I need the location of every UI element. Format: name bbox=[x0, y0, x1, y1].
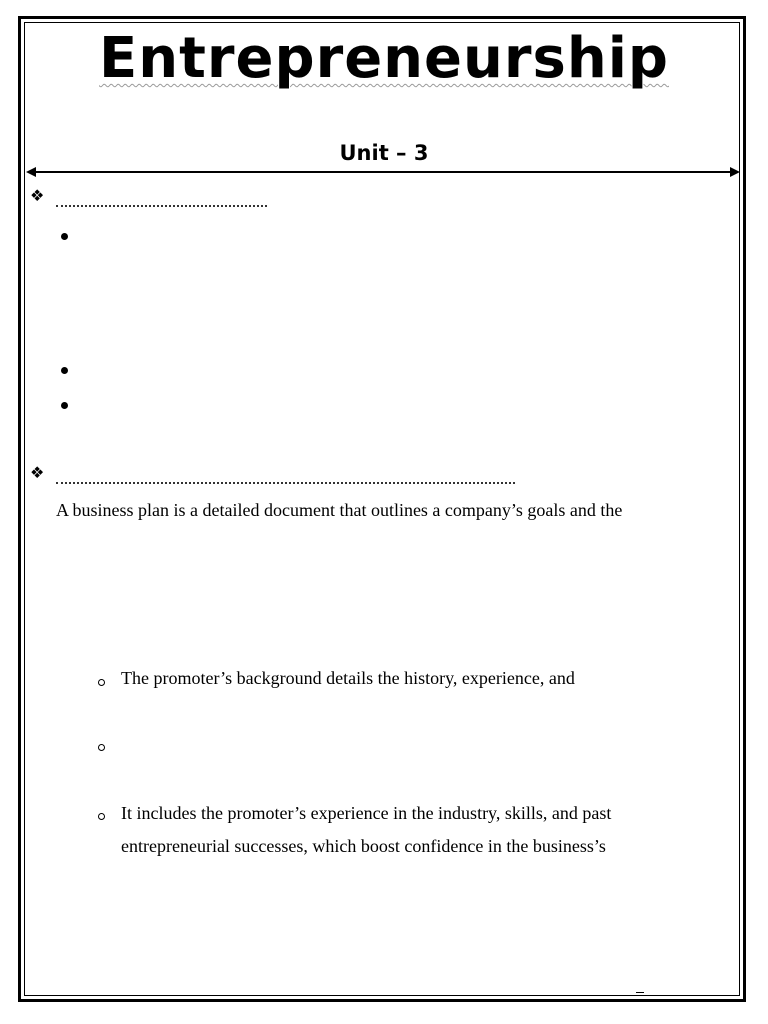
diamond-bullet-icon: ❖ bbox=[30, 463, 45, 482]
circle-bullet-icon bbox=[98, 813, 105, 820]
circle-bullet-icon bbox=[98, 744, 105, 751]
sub-item-text: The promoter’s background details the history, experience, and bbox=[121, 668, 575, 688]
bullet-icon bbox=[61, 402, 68, 409]
sub-item-text: entrepreneurial successes, which boost confidence in the business’s bbox=[121, 836, 606, 856]
unit-heading: Unit – 3 bbox=[339, 141, 429, 165]
double-arrow-rule bbox=[26, 163, 740, 181]
bullet-icon bbox=[61, 233, 68, 240]
page-title: Entrepreneurship bbox=[99, 26, 669, 91]
diamond-bullet-icon: ❖ bbox=[30, 186, 45, 205]
bullet-icon bbox=[61, 367, 68, 374]
footer-mark bbox=[636, 992, 644, 993]
circle-bullet-icon bbox=[98, 679, 105, 686]
heading-placeholder-line bbox=[56, 482, 515, 484]
heading-placeholder-line bbox=[56, 205, 267, 207]
sub-item-text: It includes the promoter’s experience in the industry, skills, and past bbox=[121, 803, 612, 823]
business-plan-paragraph: A business plan is a detailed document that outlines a company’s goals and the bbox=[56, 500, 623, 520]
